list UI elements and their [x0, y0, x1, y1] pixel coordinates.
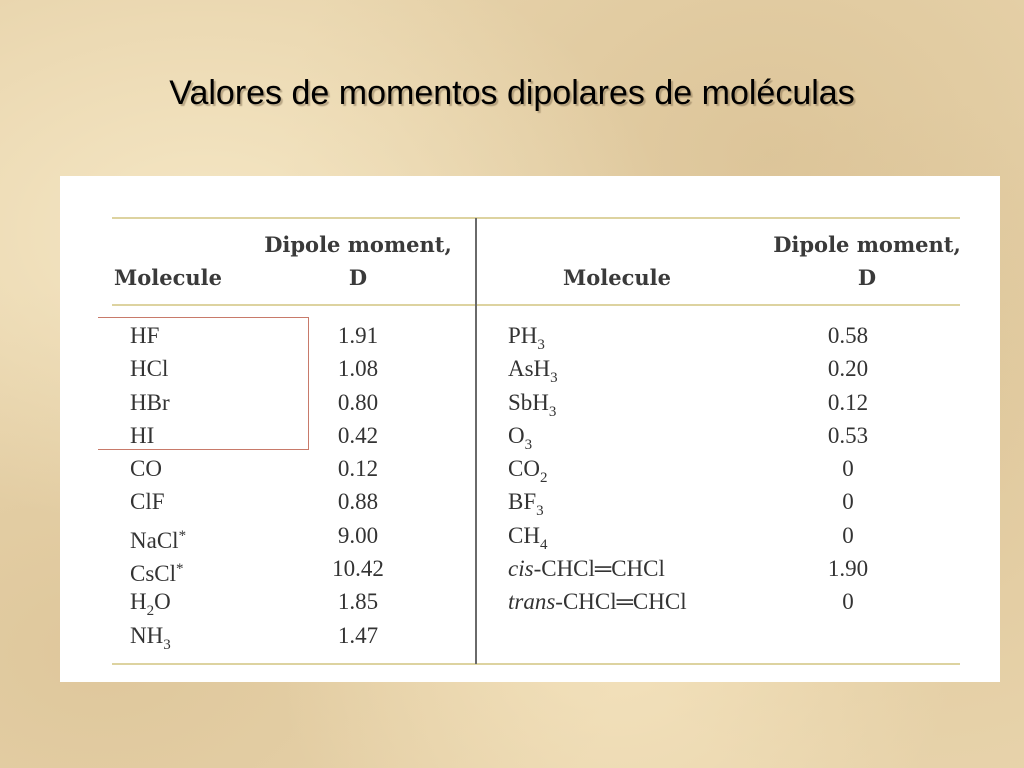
- table-row: [60, 321, 1000, 354]
- formula-part: AsH: [508, 356, 551, 382]
- formula-part: O: [154, 589, 171, 615]
- right-molecule-cell: [508, 554, 665, 584]
- right-molecule-cell: [508, 587, 687, 617]
- table-top-rule: [112, 217, 960, 219]
- formula-part: *: [178, 527, 187, 544]
- dipole-table: [60, 176, 1000, 682]
- formula-part: NH: [130, 622, 164, 648]
- left-dipole-value: 0.12: [337, 456, 379, 482]
- formula-part: 2: [146, 603, 155, 620]
- formula-part: NaCl: [130, 527, 179, 553]
- formula-part: -CHCl═CHCl: [533, 556, 665, 582]
- formula-part: SbH: [508, 389, 549, 415]
- left-dipole-value: 1.47: [337, 622, 379, 648]
- formula-part: 3: [524, 436, 533, 453]
- formula-part: ClF: [130, 489, 165, 515]
- formula-part: 3: [163, 636, 171, 653]
- formula-part: HBr: [130, 389, 170, 415]
- left-dipole-value: 0.80: [337, 389, 379, 415]
- table-row: [60, 621, 1000, 654]
- table-row: [60, 521, 1000, 554]
- right-dipole-value: 0: [842, 456, 854, 482]
- table-row: [60, 354, 1000, 387]
- left-molecule-cell: [130, 621, 171, 660]
- formula-part: cis: [508, 556, 534, 582]
- right-dipole-value: 0.58: [827, 323, 869, 348]
- formula-part: H: [130, 589, 147, 615]
- table-bottom-rule: [112, 663, 960, 665]
- table-row: [60, 487, 1000, 520]
- right-dipole-value: 0: [842, 522, 854, 548]
- right-dipole-value: 0: [842, 589, 854, 615]
- formula-part: 3: [536, 503, 544, 520]
- left-dipole-value: 9.00: [337, 522, 379, 548]
- formula-part: *: [176, 561, 184, 578]
- formula-part: 3: [537, 337, 545, 353]
- formula-part: CH: [508, 522, 540, 548]
- formula-part: 3: [550, 370, 558, 387]
- page-title: Valores de momentos dipolares de moléculas: [169, 74, 855, 112]
- molecule-header-right: Molecule: [563, 265, 671, 290]
- left-dipole-value: 10.42: [332, 556, 384, 582]
- right-dipole-value: 0.12: [827, 389, 869, 415]
- right-dipole-value: 0: [842, 489, 854, 515]
- table-row: [60, 554, 1000, 587]
- formula-part: PH: [508, 323, 538, 348]
- formula-part: HI: [130, 422, 155, 448]
- dipole-header-left-line1: Dipole moment,: [264, 232, 452, 257]
- right-dipole-value: 1.90: [827, 556, 869, 582]
- right-dipole-value: 0.53: [827, 422, 869, 448]
- table-row: [60, 454, 1000, 487]
- formula-part: BF: [508, 489, 537, 515]
- formula-part: CsCl: [130, 561, 177, 587]
- formula-part: HCl: [130, 356, 169, 382]
- right-dipole-value: 0.20: [827, 356, 869, 382]
- formula-part: CO: [130, 456, 162, 482]
- table-header-rule: [112, 304, 960, 306]
- formula-part: 2: [539, 470, 548, 487]
- left-dipole-value: 0.42: [337, 422, 379, 448]
- right-rows: [60, 321, 1000, 621]
- table-row: [60, 587, 1000, 620]
- left-dipole-value: 1.91: [337, 323, 379, 348]
- molecule-header-left: Molecule: [114, 265, 222, 290]
- left-dipole-value: 1.85: [337, 589, 379, 615]
- formula-part: 3: [548, 403, 557, 420]
- dipole-header-right-line2: D: [857, 265, 877, 290]
- dipole-header-left-line2: D: [348, 265, 368, 290]
- formula-part: 4: [539, 536, 548, 553]
- dipole-header-right: [767, 228, 967, 294]
- dipole-header-right-line1: Dipole moment,: [773, 232, 961, 257]
- table-row: [60, 388, 1000, 421]
- formula-part: CO: [508, 456, 540, 482]
- table-row: [60, 421, 1000, 454]
- formula-part: -CHCl═CHCl: [555, 589, 687, 615]
- left-dipole-value: 1.08: [337, 356, 379, 382]
- left-dipole-value: 0.88: [337, 489, 379, 515]
- formula-part: trans: [508, 589, 556, 615]
- formula-part: O: [508, 422, 525, 448]
- dipole-header-left: [258, 228, 458, 294]
- formula-part: HF: [130, 323, 160, 348]
